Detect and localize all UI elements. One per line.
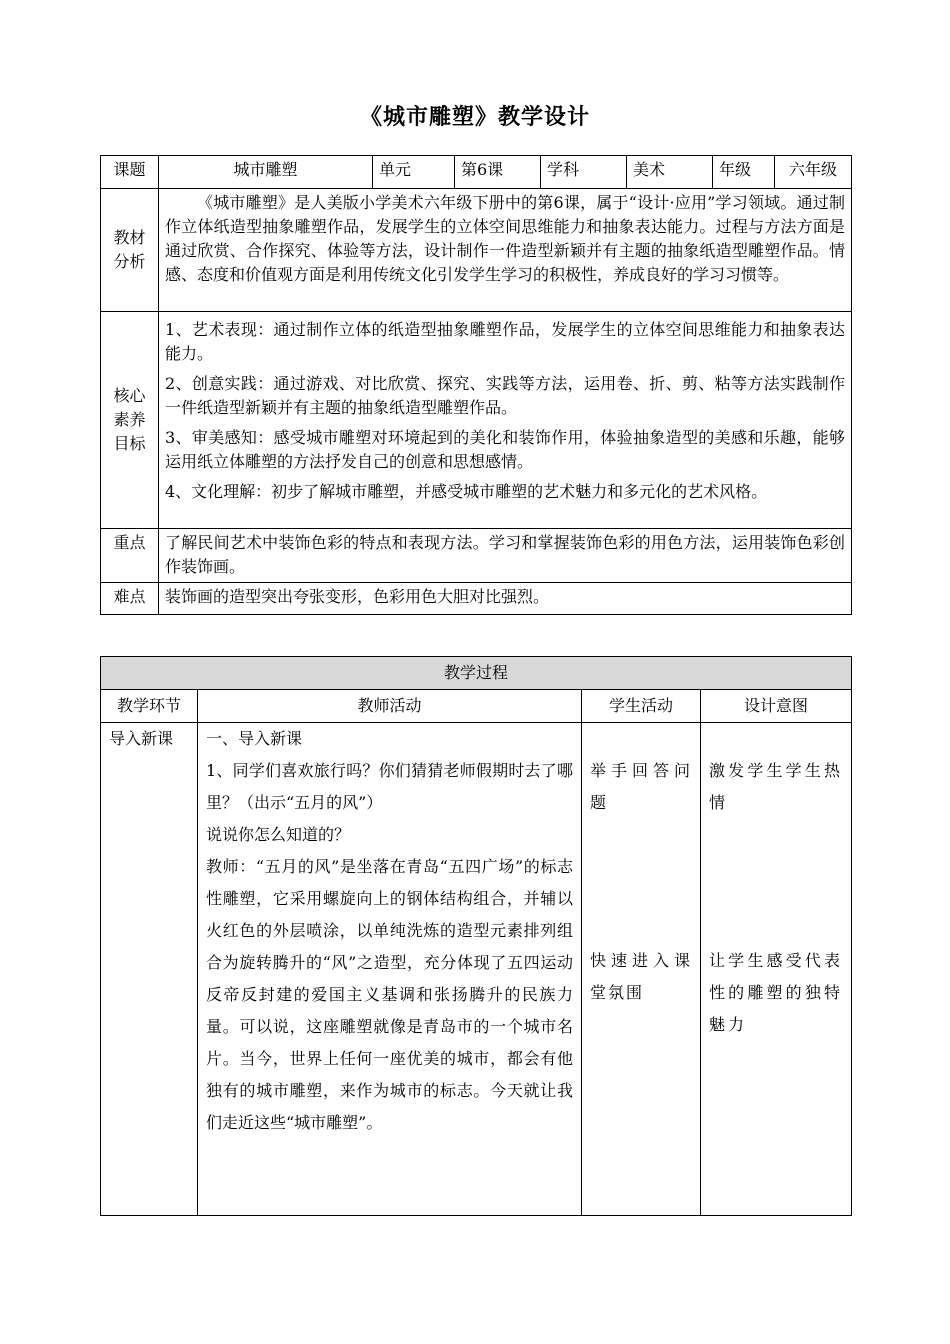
teacher-line: 1、同学们喜欢旅行吗？你们猜猜老师假期时去了哪里？（出示“五月的风”）: [206, 761, 573, 812]
column-header: 学生活动: [582, 690, 701, 723]
table-row: [101, 312, 852, 529]
teacher-line: 一、导入新课: [206, 729, 303, 748]
table-row: [101, 583, 852, 615]
material-analysis-text: 《城市雕塑》是人美版小学美术六年级下册中的第6课，属于“设计·应用”学习领域。通过制作立体纸造型抽象雕塑作品，发展学生的立体空间思维能力和抽象表达能力。过程与方法方面是通过欣赏、合作探究、体验等方法，设计制作一件造型新颖并有主题的抽象纸造型雕塑作品。情感、态度和价值观方面是利用传统文化引发学生学习的积极性，养成良好的学习习惯等。: [159, 189, 852, 312]
goal-item: 2、创意实践：通过游戏、对比欣赏、探究、实践等方法，运用卷、折、剪、粘等方法实践制作一件纸造型新颖并有主题的抽象纸造型雕塑作品。: [165, 374, 845, 417]
label-grade: 年级: [713, 156, 775, 189]
table-row: [101, 189, 852, 312]
table-row: [101, 723, 852, 1216]
label-topic: 课题: [101, 156, 159, 189]
intent-item: 让学生感受代表性的雕塑的独特魅力: [709, 951, 844, 1034]
student-item: 举手回答问题: [590, 761, 692, 812]
table-row: [101, 529, 852, 583]
subject-value: 美术: [627, 156, 713, 189]
key-point-text: 了解民间艺术中装饰色彩的特点和表现方法。学习和掌握装饰色彩的用色方法，运用装饰色彩创作装饰画。: [159, 529, 852, 583]
label-subject: 学科: [541, 156, 627, 189]
student-activity-cell: [582, 723, 701, 1216]
teacher-activity-cell: [198, 723, 582, 1216]
grade-value: 六年级: [775, 156, 852, 189]
teacher-line: 说说你怎么知道的？: [206, 825, 351, 844]
table-row: [101, 156, 852, 189]
teaching-process-table: [100, 656, 852, 1216]
page-title: 《城市雕塑》教学设计: [359, 104, 590, 130]
student-item: 快速进入课堂氛围: [590, 951, 692, 1002]
label-difficulty: 难点: [101, 583, 159, 615]
goal-item: 4、文化理解：初步了解城市雕塑，并感受城市雕塑的艺术魅力和多元化的艺术风格。: [165, 482, 768, 501]
table-row: [101, 690, 852, 723]
label-goals: 核心素养目标: [101, 312, 159, 529]
lesson-info-table: [100, 155, 852, 615]
difficulty-text: 装饰画的造型突出夸张变形，色彩用色大胆对比强烈。: [159, 583, 852, 615]
label-unit: 单元: [373, 156, 455, 189]
column-header: 设计意图: [701, 690, 852, 723]
process-header: 教学过程: [101, 657, 852, 690]
goals-cell: [159, 312, 852, 529]
goal-item: 3、审美感知：感受城市雕塑对环境起到的美化和装饰作用，体验抽象造型的美感和乐趣，能够运用纸立体雕塑的方法抒发自己的创意和思想感情。: [165, 428, 845, 471]
unit-value: 第6课: [455, 156, 541, 189]
column-header: 教学环节: [101, 690, 198, 723]
table-row: [101, 657, 852, 690]
label-key-point: 重点: [101, 529, 159, 583]
intent-item: 激发学生学生热情: [709, 761, 844, 812]
column-header: 教师活动: [198, 690, 582, 723]
label-material: 教材分析: [101, 189, 159, 312]
stage-cell: 导入新课: [101, 723, 198, 1216]
topic-value: 城市雕塑: [159, 156, 373, 189]
teacher-line: 教师：“五月的风”是坐落在青岛“五四广场”的标志性雕塑，它采用螺旋向上的钢体结构组合，并辅以火红色的外层喷涂，以单纯洗炼的造型元素排列组合为旋转腾升的“风”之造型，充分体现了五四运动 反帝反封建的爱国主义基调和张扬腾升的民族力量。可以说，这座雕塑就像是青岛市的一个城市名片。当今，世界上任何一座优美的城市，都会有他独有的城市雕塑，来作为城市的标志。今天就让我们走近这些“城市雕塑”。: [206, 857, 573, 1132]
goal-item: 1、艺术表现：通过制作立体的纸造型抽象雕塑作品，发展学生的立体空间思维能力和抽象表达能力。: [165, 320, 845, 363]
design-intent-cell: [701, 723, 852, 1216]
